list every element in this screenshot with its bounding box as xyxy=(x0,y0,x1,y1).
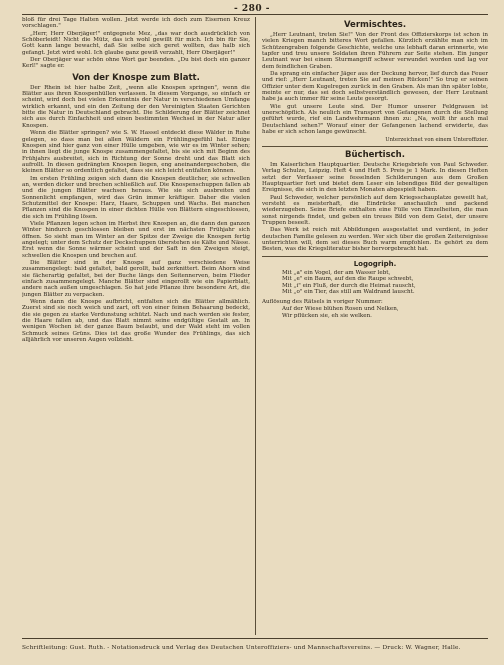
puzzle-line: Mit „i" ein Fluß, der durch die Heimat rauscht, xyxy=(282,282,416,289)
article-paragraph-2: Wenn die Blätter springen? wie S. W. Hassel entdeckt diese Wälder in Ruhe gelegen, so dass man bei allen Wäldern ein Frühlingsgefühl hat. Einige Knospen sind hier ganz von einer Hülle umgeben, wie wir es im Winter sehen; in ihnen liegt die junge Knospe zusammengefaltet, bis sie sich mit Beginn des Frühjahrs ausbreitet, sich in Richtung der Sonne dreht und das Blatt sich aufrollt. In diesen gedrängten Knospen liegen, eng aneinandergeschoben, die kleinen Blätter so ordentlich gefaltet, dass sie sich leicht entfalten können. xyxy=(22,130,250,175)
puzzle-line: Mit „a" ein Vogel, der am Wasser lebt, xyxy=(282,269,391,276)
puzzle-line: Mit „e" ein Baum, auf den die Raupe schwebt, xyxy=(282,276,414,283)
footer-rule xyxy=(22,638,488,639)
article-paragraph-4: Viele Pflanzen legen schon im Herbst ihre Knospen an, die dann den ganzen Winter hindurch geschlossen bleiben und erst im nächsten Frühjahr sich öffnen. So sieht man im Winter an der Spitze der Zweige die Knospen fertig angelegt; unter dem Schutz der Deckschuppen überstehen sie Kälte und Nässe. Erst wenn die Sonne wärmer scheint und der Saft in den Zweigen steigt, schwellen die Knospen und brechen auf. xyxy=(22,220,250,259)
section-rule xyxy=(262,256,488,257)
story-continuation xyxy=(22,17,250,70)
books-paragraph-1: Im Kaiserlichen Hauptquartier. Deutsche Kriegsbriefe von Paul Schweder. Verlag Schulze, Leipzig. Heft 4 und Heft 5. Preis je 1 Mark. In diesen Heften setzt der Verfasser seine fesselnden Schilderungen aus dem Großen Hauptquartier fort und bietet dem Leser ein lebendiges Bild der gewaltigen Ereignisse, die sich in den letzten Monaten abgespielt haben. xyxy=(262,161,488,194)
header-rule xyxy=(22,14,488,15)
intro-paragraph-2: „Herr, Herr Oberjäger!" entgegnete Mez, „das war doch ausdrücklich von Schöberleidt! Nicht die Mütz, das ich wohl gewillt für mich. Ich bin für Sie, Gott kann lange bewacht, daß Sie selbe sich geret wollten, das halb sich gefangt. Jetzt wird wohl. Ich glaube ganz gewiß verzahlt, Herr Oberjäger!" xyxy=(22,30,250,56)
intro-paragraph-1: bloß für drei Tage Halten wollen. Jetzt werde ich doch zum Eisernen Kreuz vorschlagen." xyxy=(22,17,250,30)
answer-title: Auflösung des Rätsels in voriger Nummer: xyxy=(262,298,383,305)
misc-paragraph-3: Wie gut unsere Leute sind. Der Humor unserer Feldgrauen ist unerschöpflich. Als neulich ein Transport von Gefangenen durch die Stellung geführt wurde, rief ein Landwehrmann ihnen zu: „Na, wollt ihr auch mal Deutschland sehen?" Worauf einer der Gefangenen lachend erwiderte, das habe er sich schon lange gewünscht. xyxy=(262,103,488,136)
left-column xyxy=(22,17,250,635)
answer-line: Wir pflücken sie, eh sie welken. xyxy=(282,312,372,319)
article-paragraph-1: Der Rhein ist hier halbe Zeit, „wenn alle Knospen springen", wenn die Blätter aus ihren Knospenhüllen verlassen. In diesem Vorgange, so einfach er scheint, wird doch bei vielen Erkenntnis der Natur in verschiedenen Umfange wirklich erkannt, und ein den Zeitung der den Vereinigten Staaten Gerichten bitte die Natur in Deutschland gebracht. Die Schilderung der Blätter zeichnet sich aus durch Einfachheit und einen bestimmten Wechsel in der Natur aller Knospen. xyxy=(22,84,250,129)
column-divider xyxy=(255,17,256,635)
section-title-misc: Vermischtes. xyxy=(343,20,407,30)
books-paragraph-3: Das Werk ist reich mit Abbildungen ausgestattet und verdient, in jeder deutschen Familie gelesen zu werden. Wer sich über die großen Zeitereignisse unterrichten will, dem sei dieses Buch warm empfohlen. Es gehört zu dem Besten, was die Kriegsliteratur bisher hervorgebracht hat. xyxy=(262,227,488,253)
misc-paragraph-2: Da sprang ein einfacher Jäger aus der Deckung hervor, lief durch das Feuer und rief: „Herr Leutnant, treten Sie auf meinen Rücken!" So trug er seinen Offizier unter dem Kugelregen zurück in den Graben. Als man ihn später lobte, meinte er nur, das sei doch selbstverständlich gewesen, der Herr Leutnant habe ja auch immer für seine Leute gesorgt. xyxy=(262,71,488,103)
section-rule xyxy=(262,146,488,147)
imprint-footer: Schriftleitung: Gust. Ruth. - Notationsdruck und Verlag des Deutschen Unteroffiziers- und Mannschaftsvereins. — Druck: W. Wagner, Halle. xyxy=(22,645,461,651)
puzzle-title: Logogriph. xyxy=(353,259,397,268)
misc-signature: Unterzeichnet von einem Unteroffizier. xyxy=(385,136,488,143)
answer-line: Auf der Wiese blühen Rosen und Nelken, xyxy=(282,306,399,312)
article-paragraph-3: Im ersten Frühling zeigen sich dann die Knospen deutlicher, sie schwellen an, werden dicker und brechen schließlich auf. Die Knospenschuppen fallen ab und die jungen Blätter wachsen heraus. Wie sie sich ausbreiten und Sonnenlicht empfangen, wird das Grün immer kräftiger. Daher die vielen Schutzmittel der Knospe: Harz, Haare, Schuppen und Wachs. Bei manchen Pflanzen sind die Knospen in einer dichten Hülle von Blättern eingeschlossen, die sich im Frühling lösen. xyxy=(22,175,250,220)
section-title-books: Büchertisch. xyxy=(345,149,405,160)
books-paragraph-2: Paul Schweder, welcher persönlich auf dem Kriegsschauplatze geweilt hat, versteht es meisterhaft, die Eindrücke anschaulich und packend wiederzugeben. Seine Briefe enthalten eine Fülle von Einzelheiten, die man sonst nirgends findet, und geben ein treues Bild von dem Geist, der unsere Truppen beseelt. xyxy=(262,194,488,226)
intro-paragraph-3: Der Oberjäger war schön ohne Wort gar beenden. „Du bist doch ein ganzer Kerl!" sagte er. xyxy=(22,57,250,70)
puzzle-verse xyxy=(262,270,488,296)
article-paragraph-5: Die Blätter sind in der Knospe auf ganz verschiedene Weise zusammengelegt: bald gefaltet, bald gerollt, bald zerknittert. Beim Ahorn sind sie fächerartig gefaltet, bei der Buche längs den Seitennerven, beim Flieder einfach zusammengelegt. Manche Blätter sind eingerollt wie ein Papierblatt, andere nach außen umgeschlagen. So hat jede Pflanze ihre besondere Art, die jungen Blätter zu verpacken. xyxy=(22,260,250,298)
page-number: - 280 - xyxy=(233,4,271,14)
article-body xyxy=(22,85,250,344)
puzzle-line: Mit „o" ein Tier, das still am Waldrand lauscht. xyxy=(282,289,415,296)
right-column xyxy=(262,17,488,635)
answer-verse xyxy=(262,306,488,319)
article-title: Von der Knospe zum Blatt. xyxy=(72,72,200,83)
article-paragraph-6: Wenn dann die Knospe aufbricht, entfalten sich die Blätter allmählich. Zuerst sind sie noch weich und zart, oft von einer feinen Behaarung bedeckt, die sie gegen zu starke Verdunstung schützt. Nach und nach werden sie fester, die Haare fallen ab, und das Blatt nimmt seine endgültige Gestalt an. In wenigen Wochen ist der ganze Baum belaubt, und der Wald steht im vollen Schmuck seines Grüns. Dies ist das große Wunder des Frühlings, das sich alljährlich vor unseren Augen vollzieht. xyxy=(22,299,250,344)
misc-paragraph-1: „Herr Leutnant, treten Sie!" Von der Front des Offizierskorps ist schon in vielen Kriegen manch bitteres Wort gefallen. Kürzlich erzählte man sich im Schützengraben folgende Geschichte, welche uns lebhaft daran erinnerte, wie tapfer und treu unsere Soldaten ihren Führern zur Seite stehen. Ein junger Leutnant war bei einem Sturmangriff schwer verwundet worden und lag vor dem feindlichen Graben. xyxy=(262,32,488,70)
